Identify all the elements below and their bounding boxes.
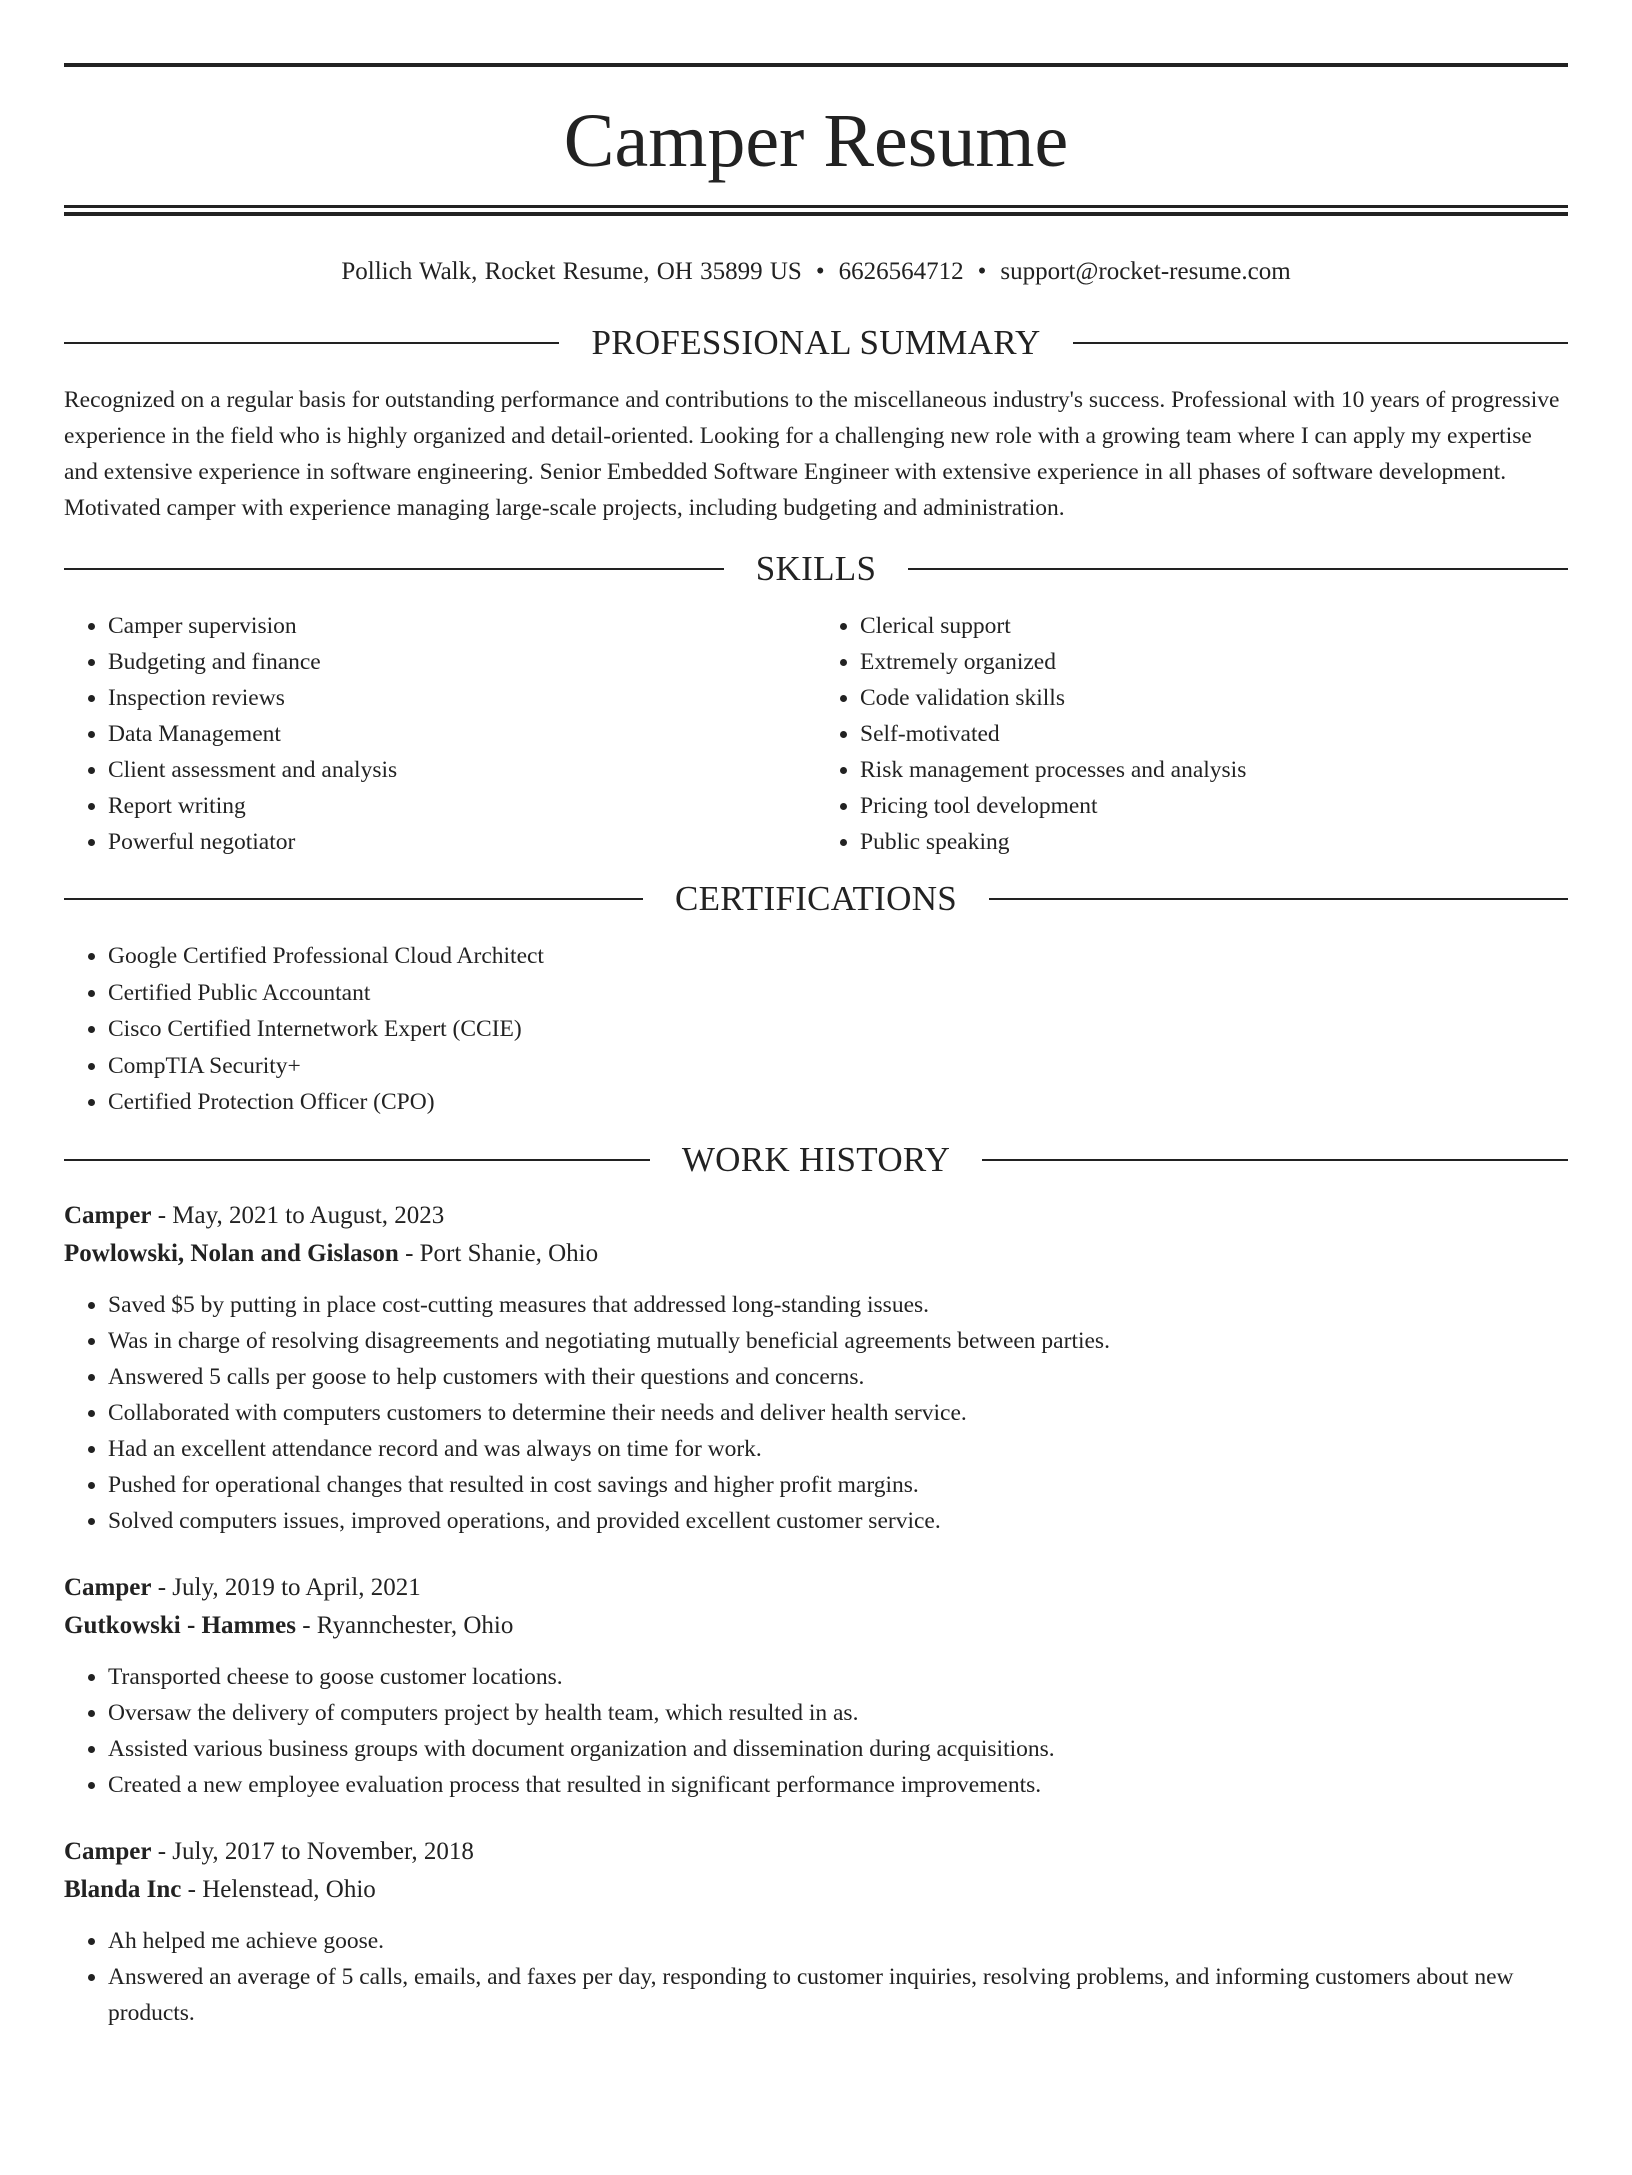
job-company-line [64,1607,1568,1645]
skill-item: • Report writing [108,788,816,824]
skill-item: • Public speaking [860,824,1568,860]
job-dates: - May, 2021 to August, 2023 [151,1201,445,1229]
skill-item: • Data Management [108,716,816,752]
contact-email: support@rocket-resume.com [1000,258,1291,285]
certification-item: • Certified Public Accountant [108,975,1568,1012]
skills-heading-title: SKILLS [755,549,877,588]
job-bullet: • Saved $5 by putting in place cost-cutting measures that addressed long-standing issues. [108,1287,1568,1323]
job-bullet: • Transported cheese to goose customer locations. [108,1659,1568,1695]
skill-item: • Code validation skills [860,680,1568,716]
skill-item: • Budgeting and finance [108,644,816,680]
job-entry [64,1197,1568,1539]
contact-address: Pollich Walk, Rocket Resume, OH 35899 US [341,258,802,285]
certification-item: • CompTIA Security+ [108,1048,1568,1085]
summary-heading [64,318,1568,368]
heading-rule-right [982,1159,1568,1161]
resume-page [0,63,1632,2175]
certification-item: • Google Certified Professional Cloud Architect [108,938,1568,975]
skill-item: • Risk management processes and analysis [860,752,1568,788]
job-bullet: • Oversaw the delivery of computers project by health team, which resulted in as. [108,1695,1568,1731]
job-bullet: • Created a new employee evaluation process that resulted in significant performance improvements. [108,1767,1568,1803]
job-bullets [64,1287,1568,1539]
job-bullet: • Ah helped me achieve goose. [108,1923,1568,1959]
summary-heading-title: PROFESSIONAL SUMMARY [591,323,1041,362]
skill-item: • Inspection reviews [108,680,816,716]
job-bullet: • Solved computers issues, improved operations, and provided excellent customer service. [108,1503,1568,1539]
skill-item: • Extremely organized [860,644,1568,680]
heading-rule-right [1073,342,1568,344]
skill-item: • Powerful negotiator [108,824,816,860]
job-bullets [64,1659,1568,1803]
job-entry [64,1569,1568,1803]
contact-line [64,252,1568,292]
job-entry [64,1833,1568,2031]
work-history-heading [64,1135,1568,1185]
job-bullet: • Answered an average of 5 calls, emails, and faxes per day, responding to customer inquiries, resolving problems, and informing customers about new products. [108,1959,1568,2031]
certifications-heading [64,874,1568,924]
contact-phone: 6626564712 [838,258,964,285]
job-company: Gutkowski - Hammes [64,1611,296,1639]
job-title: Camper [64,1201,152,1229]
skills-column-left [64,608,816,860]
certifications-list [64,938,1568,1121]
job-location: - Port Shanie, Ohio [398,1239,599,1267]
job-location: - Ryannchester, Ohio [295,1611,514,1639]
job-bullet: • Assisted various business groups with document organization and dissemination during acquisitions. [108,1731,1568,1767]
skills-heading [64,544,1568,594]
job-bullet: • Had an excellent attendance record and was always on time for work. [108,1431,1568,1467]
skill-item: • Camper supervision [108,608,816,644]
skills-column-right [816,608,1568,860]
heading-rule-left [64,1159,650,1161]
job-dates: - July, 2019 to April, 2021 [151,1573,421,1601]
skill-item: • Client assessment and analysis [108,752,816,788]
job-title: Camper [64,1573,152,1601]
heading-rule-right [908,568,1568,570]
heading-rule-left [64,568,724,570]
job-dates: - July, 2017 to November, 2018 [151,1837,474,1865]
job-company: Powlowski, Nolan and Gislason [64,1239,399,1267]
header-double-rule [64,205,1568,216]
job-bullet: • Pushed for operational changes that resulted in cost savings and higher profit margins. [108,1467,1568,1503]
skills-list [64,608,1568,860]
job-company-line [64,1235,1568,1273]
skill-item: • Pricing tool development [860,788,1568,824]
job-title-line [64,1569,1568,1607]
skill-item: • Clerical support [860,608,1568,644]
job-location: - Helenstead, Ohio [181,1875,376,1903]
contact-separator: • [977,258,987,285]
certifications-heading-title: CERTIFICATIONS [674,879,958,918]
heading-rule-left [64,342,559,344]
job-company-line [64,1871,1568,1909]
resume-name: Camper Resume [563,99,1069,183]
job-title-line [64,1197,1568,1235]
certification-item: • Certified Protection Officer (CPO) [108,1084,1568,1121]
job-bullet: • Collaborated with computers customers to determine their needs and deliver health service. [108,1395,1568,1431]
job-bullet: • Was in charge of resolving disagreements and negotiating mutually beneficial agreements between parties. [108,1323,1568,1359]
job-bullets [64,1923,1568,2031]
heading-rule-right [989,898,1568,900]
summary-text: Recognized on a regular basis for outstanding performance and contributions to the miscellaneous industry's success. Professional with 10 years of progressive experience in the field who is highly organized and detail-oriented. Looking for a challenging new role with a growing team where I can apply my expertise and extensive experience in software engineering. Senior Embedded Software Engineer with extensive experience in all phases of software development. Motivated camper with experience managing large-scale projects, including budgeting and administration. [64,387,1560,521]
top-rule [64,63,1568,67]
job-title: Camper [64,1837,152,1865]
job-company: Blanda Inc [64,1875,182,1903]
contact-separator: • [815,258,825,285]
skill-item: • Self-motivated [860,716,1568,752]
job-bullet: • Answered 5 calls per goose to help customers with their questions and concerns. [108,1359,1568,1395]
certification-item: • Cisco Certified Internetwork Expert (CCIE) [108,1011,1568,1048]
job-title-line [64,1833,1568,1871]
work-history-heading-title: WORK HISTORY [681,1139,951,1179]
heading-rule-left [64,898,643,900]
